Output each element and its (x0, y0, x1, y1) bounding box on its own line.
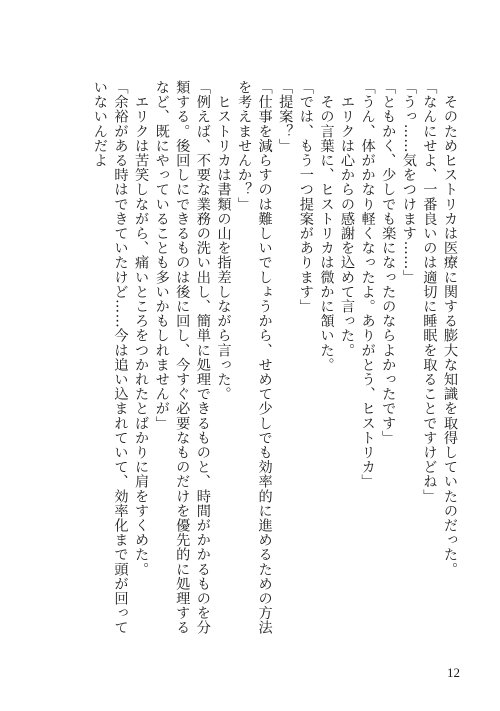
paragraph: 「うっ……気をつけます……」 (400, 80, 417, 285)
paragraph: 「なんにせよ、一番良いのは適切に睡眠を取ることですけどね」 (421, 80, 438, 504)
paragraph: 「仕事を減らすのは難しいでしょうから、せめて少しでも効率的に進めるための方法を考えませんか？」 (236, 80, 273, 635)
paragraph: 「余裕がある時はできていたけど……今は追い込まれていて、効率化まで頭が回っていないんだよ (91, 80, 129, 635)
page-number: 12 (447, 665, 460, 680)
body-text (89, 80, 460, 640)
paragraph: 「例えば、不要な業務の洗い出し、簡単に処理できるものと、時間がかかるものを分類する。後回しにできるものは後に回し、今すぐ必要なものだけを優先的に処理するなど、既にやっていることも多いかもしれませんが」 (153, 80, 211, 635)
paragraph: そのためヒストリカは医療に関する膨大な知識を取得していたのだった。 (442, 80, 458, 577)
paragraph: その言葉に、ヒストリカは微かに頷いた。 (318, 80, 335, 372)
paragraph: 「うん、体がかなり軽くなったよ。ありがとう、ヒストリカ」 (359, 80, 376, 489)
paragraph: ヒストリカは書類の山を指差しながら言った。 (215, 80, 232, 402)
paragraph: エリクは苦笑しながら、痛いところをつかれたとばかりに肩をすくめた。 (133, 80, 150, 577)
paragraph: エリクは心からの感謝を込めて言った。 (339, 80, 356, 358)
paragraph: 「ともかく、少しでも楽になったのならよかったです」 (380, 80, 397, 445)
paragraph: 「提案？」 (277, 80, 294, 153)
paragraph: 「では、もう一つ提案があります」 (297, 80, 314, 314)
